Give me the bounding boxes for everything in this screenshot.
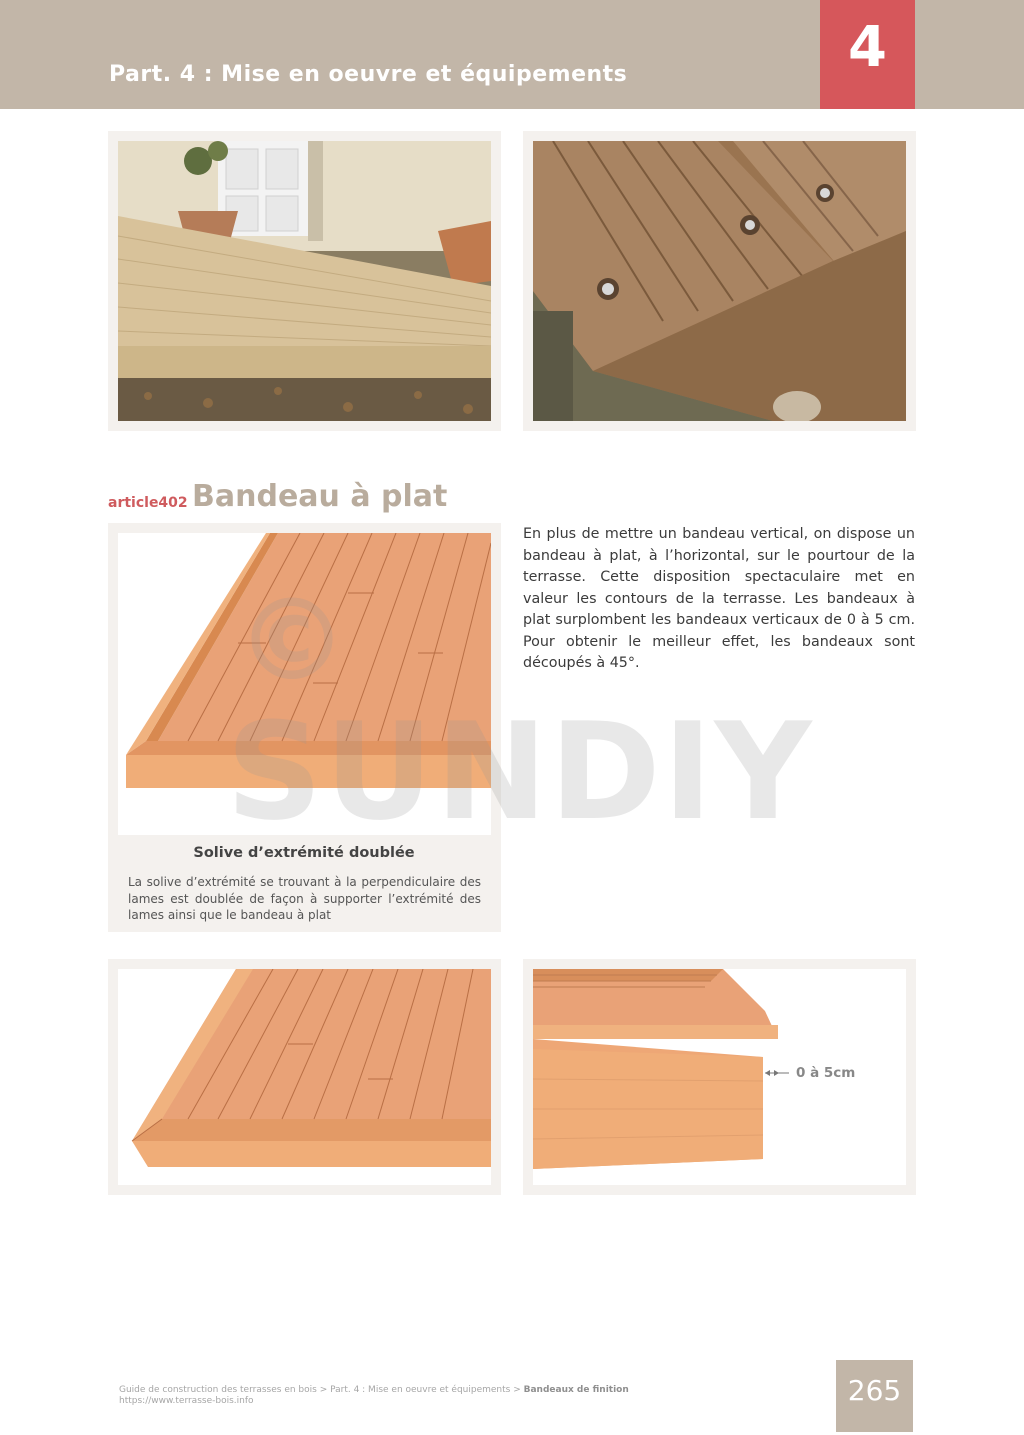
figure-flat-fascia-frame [108,959,501,1195]
figure-doubled-joist-frame [108,523,501,932]
footer-breadcrumb [119,1385,629,1407]
chapter-number-tab: 4 [820,0,915,109]
section-title: Bandeau à plat [192,479,448,514]
photo-deck-frame [108,131,501,431]
section-body-text: En plus de mettre un bandeau vertical, on dispose un bandeau à plat, à l’horizontal, sur le pourtour de la terrasse. Cette disposition spectaculaire met en valeur les contours de la terrasse. Les bandeaux à plat surplombent les bandeaux verticaux de 0 à 5 cm. Pour obtenir le meilleur effet, les bandeaux sont découpés à 45°. [523,526,915,671]
figure-caption-text: La solive d’extrémité se trouvant à la perpendiculaire des lames est doublée de façon à supporter l’extrémité des lames ainsi que le bandeau à plat [128,875,481,922]
figure-flat-fascia-mitre [118,969,491,1185]
photo-deck-door [118,141,491,421]
figure-doubled-joist [118,533,491,835]
overhang-dimension-label: 0 à 5cm [796,1065,856,1081]
watermark-copyright-symbol: © [236,576,348,706]
section-id: article402 [108,495,188,511]
photo-screws-frame [523,131,916,431]
header-title: Part. 4 : Mise en oeuvre et équipements [109,62,628,87]
footer-breadcrumb-path: Guide de construction des terrasses en bois > Part. 4 : Mise en oeuvre et équipements > [119,1385,521,1395]
photo-deck-screws [533,141,906,421]
figure-overhang-frame [523,959,916,1195]
page-number: 265 [836,1360,913,1432]
footer-breadcrumb-current: Bandeaux de finition [523,1385,629,1395]
figure-caption-title: Solive d’extrémité doublée [193,845,415,861]
watermark-text: SUNDIY [226,694,814,850]
footer-url: https://www.terrasse-bois.info [119,1396,254,1406]
